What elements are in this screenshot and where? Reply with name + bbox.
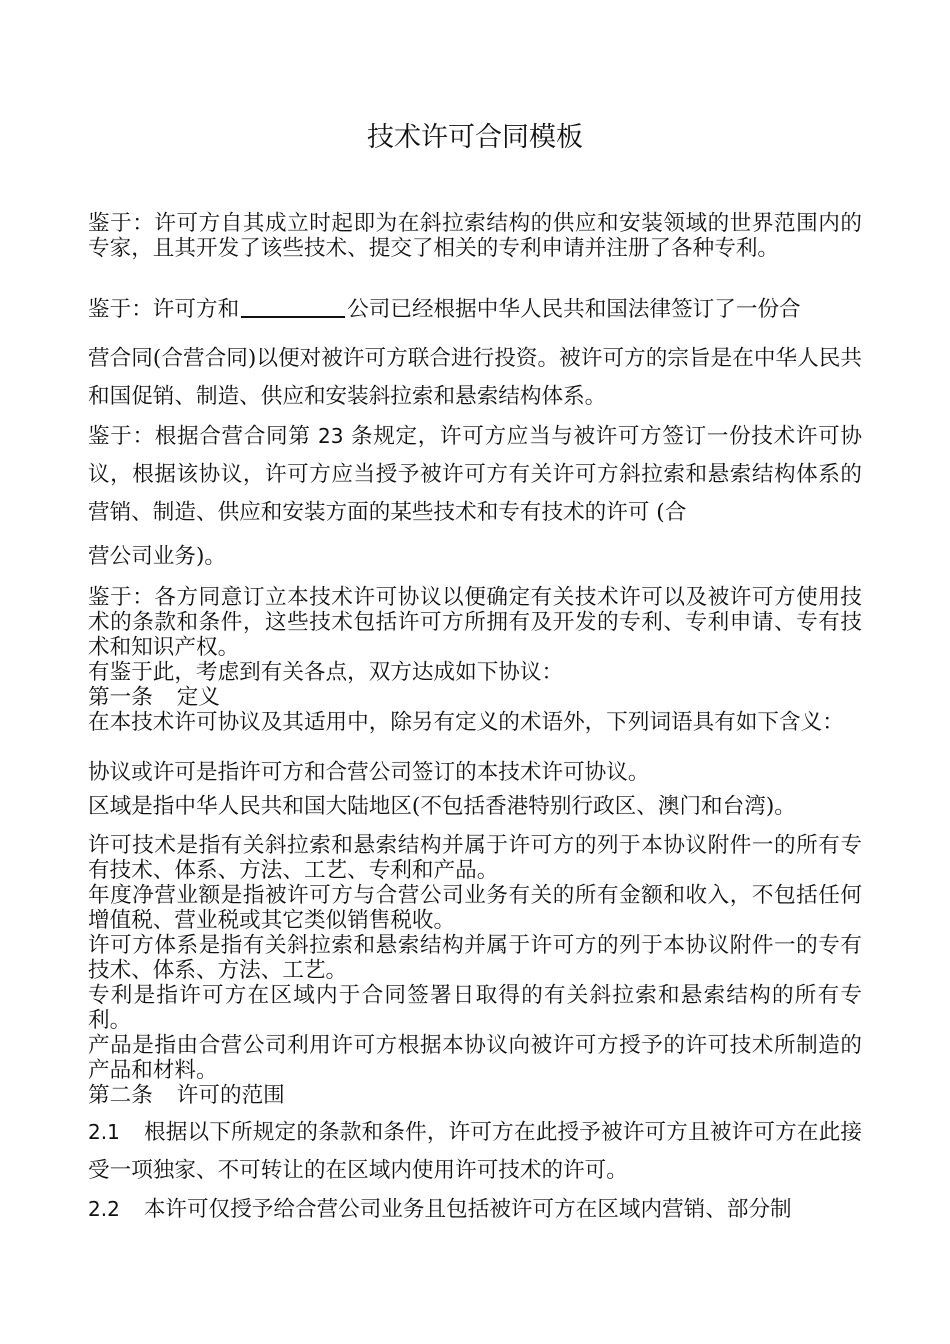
- definition-licensed-technology: 许可技术是指有关斜拉索和悬索结构并属于许可方的列于本协议附件一的所有专有技术、体系、方法、工艺、专利和产品。: [88, 833, 862, 883]
- recital-3-body: 条规定，许可方应当与被许可方签订一份技术许可协议，根据该协议，许可方应当授予被许可方有关许可方斜拉索和悬索结构体系的营销、制造、供应和安装方面的某些技术和专有技术的许可 (合: [88, 424, 862, 525]
- recital-2: [88, 291, 862, 329]
- party-name-blank: [241, 296, 345, 318]
- article-1-number: 第一条: [88, 685, 153, 710]
- article-1-heading: [88, 685, 862, 710]
- definitions-intro: 在本技术许可协议及其适用中，除另有定义的术语外，下列词语具有如下含义：: [88, 710, 844, 735]
- article-number: 23: [318, 424, 344, 448]
- clause-2-1-number: 2.1: [88, 1120, 120, 1144]
- recital-3-last-line: 营公司业务)。: [88, 544, 226, 569]
- recital-2-lead: 鉴于：许可方和: [88, 297, 240, 322]
- definition-products: 产品是指由合营公司利用许可方根据本协议向被许可方授予的许可技术所制造的产品和材料。: [88, 1033, 862, 1083]
- recital-3-lead: 鉴于：根据合营合同第: [88, 424, 311, 449]
- article-2-heading: [88, 1083, 862, 1108]
- definition-territory: 区域是指中华人民共和国大陆地区(不包括香港特别行政区、澳门和台湾)。: [88, 794, 796, 819]
- article-2-number: 第二条: [88, 1083, 153, 1108]
- document-title: 技术许可合同模板: [367, 122, 583, 153]
- recital-2-continued: 营合同(合营合同)以便对被许可方联合进行投资。被许可方的宗旨是在中华人民共和国促销、制造、供应和安装斜拉索和悬索结构体系。: [88, 346, 862, 409]
- article-1-name: 定义: [176, 685, 220, 710]
- clause-2-2: [88, 1190, 862, 1229]
- clause-2-2-text: 本许可仅授予给合营公司业务且包括被许可方在区域内营销、部分制: [143, 1197, 792, 1222]
- article-2-name: 许可的范围: [176, 1083, 285, 1108]
- definition-licensor-system: 许可方体系是指有关斜拉索和悬索结构并属于许可方的列于本协议附件一的专有技术、体系、方法、工艺。: [88, 933, 862, 983]
- recital-1: 鉴于：许可方自其成立时起即为在斜拉索结构的供应和安装领域的世界范围内的专家，且其开发了该些技术、提交了相关的专利申请并注册了各种专利。: [88, 211, 862, 261]
- clause-2-2-number: 2.2: [88, 1197, 120, 1221]
- recital-3: [88, 417, 862, 532]
- agreement-statement: 有鉴于此，考虑到有关各点，双方达成如下协议：: [88, 660, 564, 685]
- clause-2-1: [88, 1113, 862, 1190]
- definition-net-sales: 年度净营业额是指被许可方与合营公司业务有关的所有金额和收入，不包括任何增值税、营业税或其它类似销售税收。: [88, 883, 862, 933]
- definition-agreement: 协议或许可是指许可方和合营公司签订的本技术许可协议。: [88, 760, 650, 785]
- clause-2-1-text: 根据以下所规定的条款和条件，许可方在此授予被许可方且被许可方在此接受一项独家、不可转让的在区域内使用许可技术的许可。: [88, 1120, 862, 1183]
- definition-patents: 专利是指许可方在区域内于合同签署日取得的有关斜拉索和悬索结构的所有专利。: [88, 983, 862, 1033]
- recital-4: 鉴于：各方同意订立本技术许可协议以便确定有关技术许可以及被许可方使用技术的条款和条件，这些技术包括许可方所拥有及开发的专利、专利申请、专有技术和知识产权。: [88, 585, 862, 660]
- recital-2-rest: 公司已经根据中华人民共和国法律签订了一份合: [347, 297, 801, 322]
